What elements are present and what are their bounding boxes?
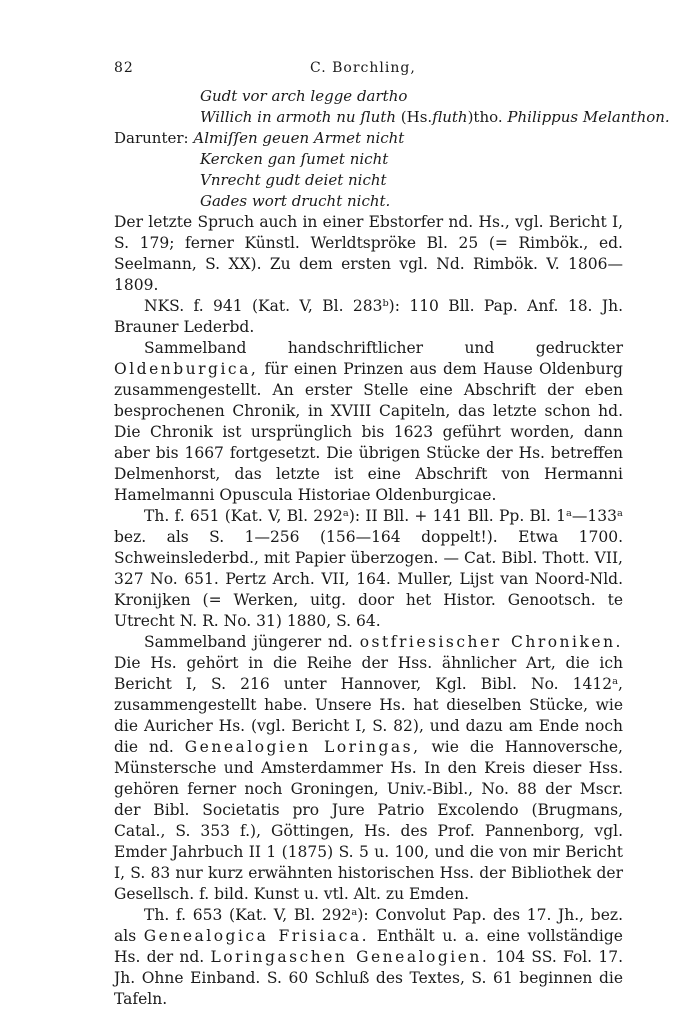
verse-text: Vnrecht gudt deiet nicht — [200, 171, 387, 189]
running-head: C. Borchling, — [310, 60, 416, 76]
spaced-term: ostfriesischer Chroniken. — [359, 633, 623, 651]
text-segment: Sammelband jüngerer nd. — [144, 633, 353, 651]
page-number: 82 — [114, 60, 134, 76]
darunter-label: Darunter: — [114, 129, 189, 147]
verse-line — [114, 149, 623, 170]
verse-author: Philippus Melanthon. — [507, 108, 670, 126]
text-segment: 104 SS. Fol. 17. Jh. Ohne Einband. S. 60 Schluß des Textes, S. 61 beginnen die Tafeln. — [114, 948, 623, 1008]
text-segment: Die Hs. gehört in die Reihe der Hss. ähnlicher Art, die ich Bericht I, S. 216 unter Hannover, Kgl. Bibl. No. 1412ᵃ, zusammengestellt habe. Unsere Hs. hat dieselben Stücke, wie die Auricher Hs. (vgl. Bericht I, S. 82), und dazu am Ende noch die nd. — [114, 654, 623, 756]
verse-text: Gudt vor arch legge dartho — [200, 87, 408, 105]
verse-line — [114, 107, 670, 128]
verse-line — [114, 86, 623, 107]
verse-text: Kercken gan ſumet nicht — [200, 150, 389, 168]
paragraph-ebstorf: Der letzte Spruch auch in einer Ebstorfer nd. Hs., vgl. Bericht I, S. 179; ferner Künstl. Werldtspröke Bl. 25 (= Rimbök., ed. Seelmann, S. XX). Zu dem ersten vgl. Nd. Rimbök. V. 1806—1809. — [114, 213, 623, 294]
verse-text: Gades wort drucht nicht. — [200, 192, 391, 210]
verse-note-end: )tho. — [467, 108, 503, 126]
verse-text: Willich in armoth nu ſluth — [200, 108, 397, 126]
spaced-term: Genealogien Loringas, — [184, 738, 421, 756]
paragraph-th-653 — [114, 905, 623, 1010]
verse-line — [114, 191, 623, 212]
text-segment: Enthält u. a. eine vollständige Hs. der nd. — [114, 927, 623, 966]
text-segment: für einen Prinzen aus dem Hause Oldenburg zusammengestellt. An erster Stelle eine Abschrift der eben besprochenen Chronik, in XVIII Capiteln, das letzte schon hd. Die Chronik ist ursprünglich bis 1623 geführt worden, dann aber bis 1667 fortgesetzt. Die übrigen Stücke der Hs. betreffen Delmenhorst, das letzte ist eine Abschrift von Hermanni Hamelmanni Opuscula Historiae Oldenburgicae. — [114, 360, 623, 504]
paragraph-ostfriesische-chroniken — [114, 632, 623, 905]
page-header — [114, 60, 623, 86]
spaced-term: Loringaschen Genealogien. — [210, 948, 490, 966]
verse-block — [114, 86, 670, 212]
paragraph-oldenburgica — [114, 338, 623, 506]
paragraph-th-651: Th. f. 651 (Kat. V, Bl. 292ᵃ): II Bll. + 141 Bll. Pp. Bl. 1ᵃ—133ᵃ bez. als S. 1—256 (156—164 doppelt!). Etwa 1700. Schweinslederbd., mit Papier überzogen. — Cat. Bibl. Thott. VII, 327 No. 651. Pertz Arch. VII, 164. Muller, Lijst van Noord-Nld. Kronijken (= Werken, uitg. door het Histor. Genootsch. te Utrecht N. R. No. 31) 1880, S. 64. — [114, 507, 623, 630]
text-segment: Sammelband handschriftlicher und gedruckter — [144, 339, 623, 357]
spaced-term: Genealogica Frisiaca. — [143, 927, 370, 945]
verse-line — [114, 170, 623, 191]
spaced-term: Oldenburgica, — [114, 360, 259, 378]
text-segment: wie die Hannoversche, Münstersche und Amsterdammer Hs. In den Kreis dieser Hss. gehören ferner noch Groningen, Univ.-Bibl., No. 88 der Mscr. der Bibl. Societatis pro Jure Patrio Excolendo (Brugmans, Catal., S. 353 f.), Göttingen, Hs. des Prof. Pannenborg, vgl. Emder Jahrbuch II 1 (1875) S. 5 u. 100, und die von mir Bericht I, S. 83 nur kurz erwähnten historischen Hss. der Bibliothek der Gesellsch. f. bild. Kunst u. vtl. Alt. zu Emden. — [114, 738, 623, 903]
verse-note: (Hs. — [400, 108, 433, 126]
verse-text: Almiſſen geuen Armet nicht — [193, 129, 405, 147]
verse-note-italic: fluth — [432, 108, 468, 126]
text-segment: Th. f. 653 (Kat. V, Bl. 292ᵃ): Convolut Pap. des 17. Jh., bez. als — [114, 906, 623, 945]
verse-line — [114, 128, 623, 149]
paragraph-nks-941: NKS. f. 941 (Kat. V, Bl. 283ᵇ): 110 Bll. Pap. Anf. 18. Jh. Brauner Lederbd. — [114, 297, 623, 336]
